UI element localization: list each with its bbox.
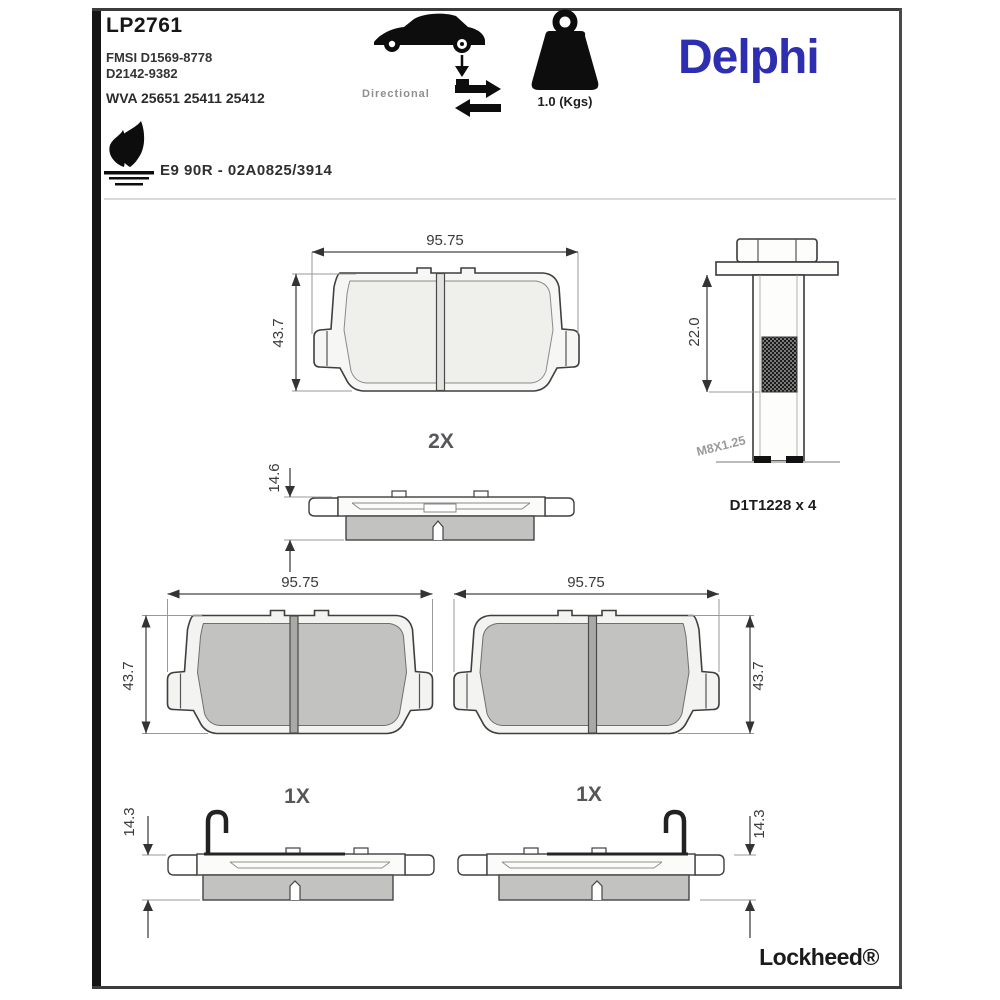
pad-top-thickness-dimension [266,463,344,572]
pad-side-bottom-left-drawing [168,812,434,900]
car-icon [374,14,485,53]
svg-text:14.6: 14.6 [266,463,283,493]
pad-bottom-right-quantity: 1X [576,783,602,806]
fmsi-reference-2: D2142-9382 [106,66,178,81]
bolt-kit-label: D1T1228 x 4 [729,497,817,514]
svg-text:43.7: 43.7 [270,318,287,348]
svg-text:95.75: 95.75 [567,574,605,591]
lockheed-logo: Lockheed® [759,944,879,970]
pad-side-top-drawing [309,491,574,540]
svg-text:43.7: 43.7 [750,661,767,691]
pad-bottom-left-quantity: 1X [284,785,310,808]
directional-arrows-icon [455,80,501,117]
svg-text:43.7: 43.7 [120,661,137,691]
pad-top-quantity: 2X [428,430,454,453]
svg-text:14.3: 14.3 [121,807,138,837]
svg-text:14.3: 14.3 [751,809,768,839]
wva-reference: WVA 25651 25411 25412 [106,90,265,106]
pad-front-bottom-right-drawing [454,611,719,734]
svg-text:95.75: 95.75 [426,232,464,249]
bolt-drawing [716,239,840,463]
part-number: LP2761 [106,14,183,37]
pad-side-bottom-right-drawing [458,812,724,900]
svg-text:95.75: 95.75 [281,574,319,591]
ece-approval-number: E9 90R - 02A0825/3914 [160,162,333,179]
bolt-length-dimension [686,275,760,392]
rear-axle-marker-icon [455,55,469,86]
pad-front-top-drawing [314,268,579,391]
directional-label: Directional [362,88,430,100]
eco-leaf-icon [104,121,154,186]
bolt-thread-spec: M8X1.25 [695,433,747,459]
fmsi-reference: FMSI D1569-8778 [106,50,213,65]
pad-front-bottom-left-drawing [168,611,433,734]
weight-icon [532,13,599,90]
brand-logo: Delphi [678,31,819,84]
svg-text:22.0: 22.0 [686,317,703,347]
weight-value: 1.0 (Kgs) [537,94,593,109]
